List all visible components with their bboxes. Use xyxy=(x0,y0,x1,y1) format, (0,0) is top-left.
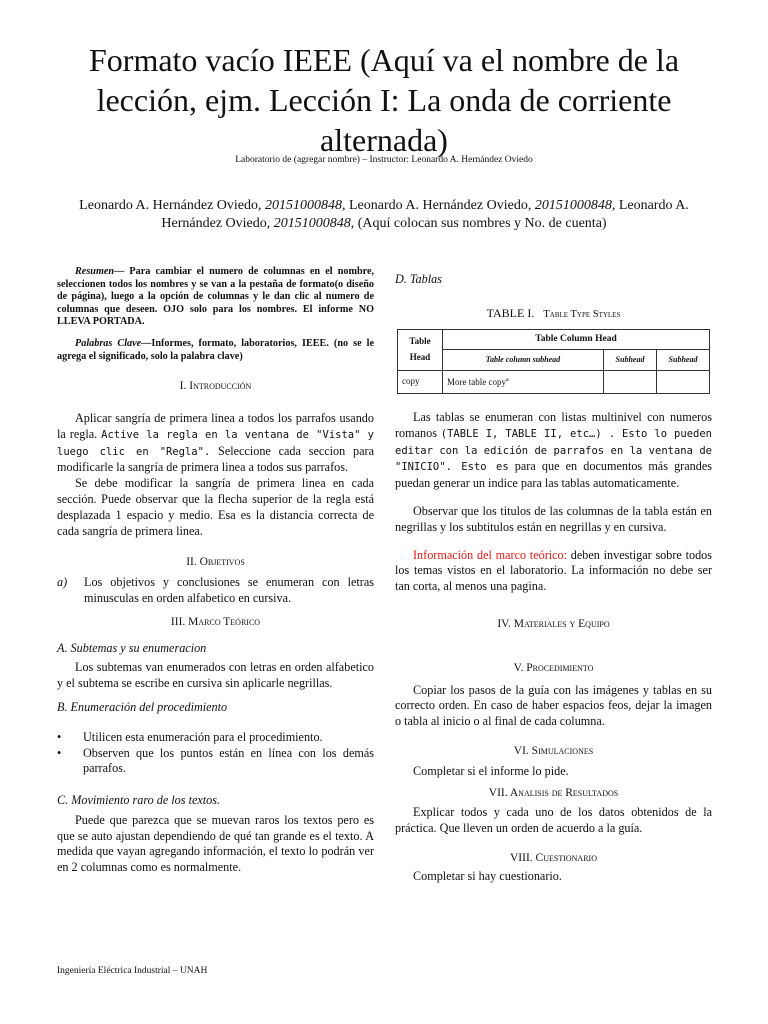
tables-paragraph-3 xyxy=(395,548,712,595)
intro-text: Seleccione cada seccion para modificarle la sangría de primera linea a todos sus parrafos. xyxy=(57,443,374,475)
objective-item xyxy=(57,575,374,607)
tables-text-mono: (TABLE I, TABLE II, etc…) . Esto lo pueden editar con la edición de parrafos en la ventana de "INICIO". Esto es xyxy=(395,427,712,474)
section-heading-objetivos: II. Objetivos xyxy=(186,556,245,569)
intro-paragraph-1 xyxy=(57,411,374,476)
left-column xyxy=(57,266,374,876)
tables-text: para que en documentos más grandes puedan generar un indice para las tablas automaticamente. xyxy=(395,459,712,491)
keywords xyxy=(57,338,374,363)
author-note: , (Aquí colocan sus nombres y No. de cuenta) xyxy=(350,216,607,231)
cuestionario-paragraph: Completar si hay cuestionario. xyxy=(413,868,562,883)
table-cell-empty xyxy=(657,371,710,394)
author-name: Leonardo A. Hernández Oviedo, xyxy=(79,198,265,213)
table-caption xyxy=(395,306,712,323)
list-item-text: Observen que los puntos están en línea con los demás parrafos. xyxy=(83,745,374,776)
tables-text: deben investigar sobre todos los temas vistos en el laboratorio. La información no debe ser tan corta, al menos una pagina. xyxy=(395,547,712,594)
keywords-dash: — xyxy=(141,337,152,349)
table-caption-number: TABLE I. xyxy=(486,305,535,320)
intro-paragraph-2: Se debe modificar la sangría de primera linea en cada sección. Puede observar que la flecha superior de la regla está desplazada 1 espacio y medio. Esa es la distancia correcta de cada sangría de primera linea. xyxy=(57,476,374,538)
bullet-icon: • xyxy=(57,745,62,760)
author-list xyxy=(60,197,708,233)
table-subhead: Subhead xyxy=(604,350,657,371)
objective-label: a) xyxy=(57,575,68,590)
tables-text: Las tablas se enumeran con listas multinivel con numeros romanos xyxy=(395,409,712,440)
section-heading-materiales: IV. Materiales y Equipo xyxy=(497,617,610,630)
table-row-copy xyxy=(443,371,604,394)
paper-title: Formato vacío IEEE (Aquí va el nombre de la lección, ejm. Lección I: La onda de corriente alternada) xyxy=(88,42,680,158)
table-head-cell: Table Head xyxy=(398,329,443,371)
table-row-text: More table copy xyxy=(447,377,506,388)
section-heading-cuestionario: VIII. Cuestionario xyxy=(510,851,597,864)
subsection-b: B. Enumeración del procedimiento xyxy=(57,699,228,714)
author-id: 20151000848 xyxy=(534,198,612,213)
list-item-text: Utilicen esta enumeración para el procedimiento. xyxy=(83,729,323,744)
subsection-c-paragraph: Puede que parezca que se muevan raros los textos pero es que se auto ajustan dependiendo de qué tan grande es el texto. A medida que vayan agregando información, el texto lo podrán ver en 2 columnas como es normalmente. xyxy=(57,812,374,875)
table-column-subhead: Table column subhead xyxy=(443,350,604,371)
table-row-label: copy xyxy=(398,371,443,394)
simulaciones-paragraph: Completar si el informe lo pide. xyxy=(413,763,569,778)
abstract-label: Resumen xyxy=(75,266,115,277)
objective-text: Los objetivos y conclusiones se enumeran con letras minusculas en orden alfabetico en cursiva. xyxy=(84,575,374,605)
right-column xyxy=(395,272,712,885)
procedimiento-paragraph: Copiar los pasos de la guía con las imágenes y tablas en su correcto orden. En caso de haber espacios feos, dejar la imagen o tabla al inicio o al final de cada columna. xyxy=(395,682,712,729)
section-heading-marco-teorico: III. Marco Teórico xyxy=(170,615,261,628)
keywords-label: Palabras Clave xyxy=(75,337,142,349)
abstract-dash: — xyxy=(114,266,130,277)
author-id: 20151000848 xyxy=(265,198,342,213)
intro-text-mono: Active la regla en la ventana de "Vista" y luego clic en "Regla". xyxy=(57,428,374,458)
bullet-icon: • xyxy=(57,729,62,744)
table-cell-empty xyxy=(604,371,657,394)
subsection-a-paragraph: Los subtemas van enumerados con letras en orden alfabetico y el subtema se escribe en cursiva sin aplicarle negrillas. xyxy=(57,660,374,691)
table-subhead: Subhead xyxy=(657,350,710,371)
abstract xyxy=(57,266,374,329)
section-heading-introduccion: I. Introducción xyxy=(179,380,252,393)
subsection-d: D. Tablas xyxy=(395,272,442,286)
paper-subtitle: Laboratorio de (agregar nombre) – Instructor: Leonardo A. Hernández Oviedo xyxy=(235,155,533,165)
list-item xyxy=(57,730,374,746)
table-column-head: Table Column Head xyxy=(443,329,710,350)
section-heading-analisis: VII. Analisis de Resultados xyxy=(488,786,619,799)
page-footer: Ingeniería Eléctrica Industrial – UNAH xyxy=(57,966,208,976)
keywords-text: Informes, formato, laboratorios, IEEE. (no se le agrega el significado, solo la palabra clave) xyxy=(57,337,374,362)
marco-teorico-note: Información del marco teórico: xyxy=(413,547,568,562)
analisis-paragraph: Explicar todos y cada uno de los datos obtenidos de la práctica. Que lleven un orden de acuerdo a la guía. xyxy=(395,805,712,836)
subsection-c: C. Movimiento raro de los textos. xyxy=(57,793,221,808)
tables-paragraph-2: Observar que los titulos de las columnas de la tabla están en negrillas y los subtitulos están en negrillas y en cursiva. xyxy=(395,503,712,534)
author-name: , Leonardo A. Hernández Oviedo, xyxy=(342,198,535,213)
abstract-text: Para cambiar el numero de columnas en el nombre, seleccionen todos los nombres y se van a la pestaña de formato(o diseño de página), luego a la opción de columnas y le dan clic al numero de columnas que deseen. OJO solo para los nombres. El informe NO LLEVA PORTADA. xyxy=(57,266,375,328)
type-styles-table xyxy=(397,329,710,394)
subsection-a: A. Subtemas y su enumeracion xyxy=(57,640,207,655)
author-name: , Leonardo A. Hernández Oviedo, xyxy=(161,198,689,231)
section-heading-procedimiento: V. Procedimiento xyxy=(513,661,594,674)
tables-paragraph-1 xyxy=(395,410,712,492)
table-footnote-mark: a xyxy=(505,377,509,384)
list-item xyxy=(57,746,374,778)
table-caption-title: Table Type Styles xyxy=(543,308,621,320)
section-heading-simulaciones: VI. Simulaciones xyxy=(513,744,594,757)
author-id: 20151000848 xyxy=(273,216,351,231)
intro-text: Aplicar sangría de primera linea a todos los parrafos usando la regla. xyxy=(57,410,374,441)
